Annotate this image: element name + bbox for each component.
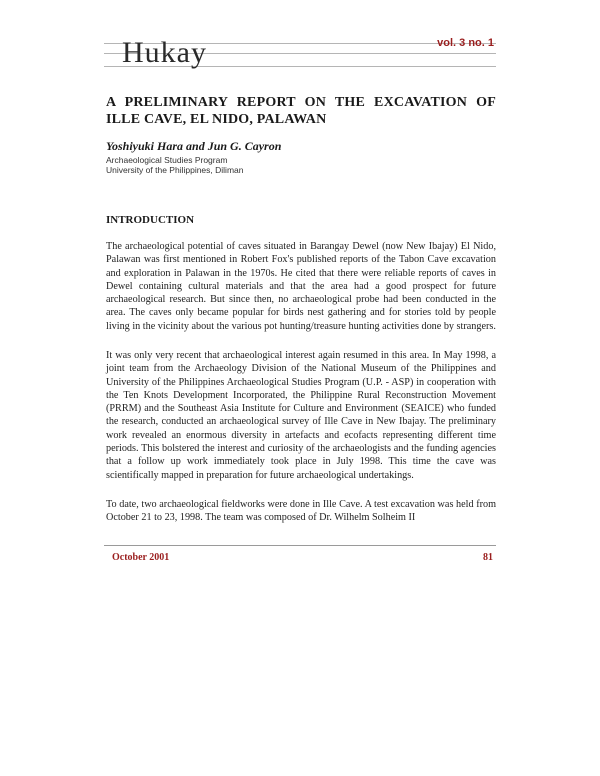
paragraph-3: To date, two archaeological fieldworks were done in Ille Cave. A test excavation was held from October 21 to 23, 1998. The team was composed of Dr. Wilhelm Solheim II	[106, 499, 496, 524]
paragraph-1: The archaeological potential of caves situated in Barangay Dewel (now New Ibajay) El Nido, Palawan was first mentioned in Robert Fox's published reports of the Tabon Cave excavation and exploration in Palawan in the 1970s. He cited that there were reliable reports of caves in Dewel containing cultural materials and that the area had a good prospect for future archaeological research. But since then, no archaeological probe had been conducted in the area. The caves only became popular for birds nest gathering and for stories told by people living in the vicinity about the various pot hunting/treasure hunting activities done by strangers.	[106, 241, 496, 332]
affiliation-program: Archaeological Studies Program	[106, 155, 228, 165]
article-title: A PRELIMINARY REPORT ON THE EXCAVATION OF ILLE CAVE, EL NIDO, PALAWAN	[106, 95, 496, 127]
affiliation-university: University of the Philippines, Diliman	[106, 165, 244, 175]
section-heading-introduction: INTRODUCTION	[106, 214, 195, 226]
footer-date: October 2001	[112, 552, 170, 563]
paragraph-2: It was only very recent that archaeological interest again resumed in this area. In May 1998, a joint team from the Archaeology Division of the National Museum of the Philippines and University of the Philippines Archaeological Studies Program (U.P. - ASP) in cooperation with the Ten Knots Development Incorporated, the Philippine Rural Reconstruction Movement (PRRM) and the Southeast Asia Institute for Culture and Environment (SEAICE) who funded the research, conducted an archaeological survey of Ille Cave in New Ibajay. The preliminary work revealed an enormous diversity in artefacts and ecofacts representing different time periods. This bolstered the interest and curiosity of the archaeologists and the funding agencies that a follow up work immediately took place in July 1998. This time the cave was scientifically mapped in preparation for future archaeological undertakings.	[106, 350, 496, 481]
journal-title: Hukay	[122, 36, 207, 69]
page-number: 81	[483, 552, 493, 563]
volume-label: vol. 3 no. 1	[437, 37, 494, 49]
article-authors: Yoshiyuki Hara and Jun G. Cayron	[106, 139, 282, 153]
footer-rule	[104, 545, 496, 546]
